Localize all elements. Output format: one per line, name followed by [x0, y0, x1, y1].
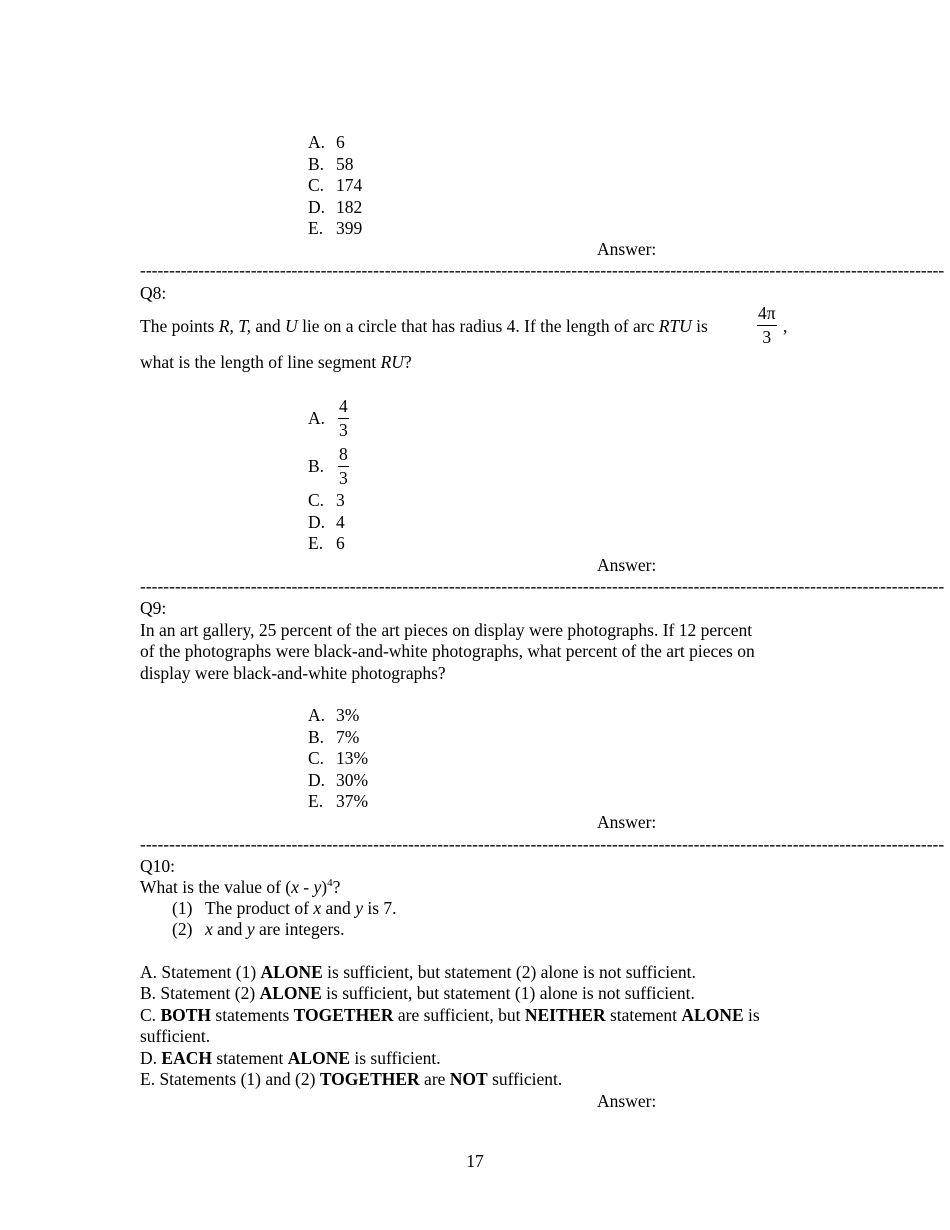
q10-var: x: [291, 877, 299, 897]
choice-letter: D.: [308, 511, 326, 532]
q9-question-line-3: display were black-and-white photographs?: [140, 663, 446, 683]
q9-question-line-2: of the photographs were black-and-white photographs, what percent of the art pieces on: [140, 641, 755, 661]
fraction-denominator: 3: [339, 468, 348, 488]
choice-letter: A.: [308, 132, 326, 152]
statement-number: (2): [172, 919, 193, 939]
q8-text: ,: [229, 316, 239, 336]
q8-var: R: [218, 316, 230, 336]
q10-text: -: [298, 877, 314, 897]
q7-choice-e: [308, 218, 362, 240]
option-text: statements: [211, 1005, 294, 1025]
option-text: is sufficient, but statement (2) alone is not sufficient.: [322, 962, 696, 982]
choice-letter: E.: [308, 533, 324, 553]
choice-value: 58: [336, 153, 354, 174]
choice-letter: E.: [308, 218, 324, 238]
q7-choice-a: [308, 132, 362, 154]
q8-text: ?: [403, 352, 412, 372]
option-text: sufficient.: [487, 1069, 563, 1089]
option-bold: ALONE: [681, 1005, 744, 1025]
option-text: D.: [140, 1048, 162, 1068]
option-text: E. Statements (1) and (2): [140, 1069, 320, 1089]
q8-choice-e: [308, 533, 345, 555]
q10-option-c: [140, 1005, 820, 1027]
choice-value: 13%: [336, 748, 369, 768]
q9-question-line-1: In an art gallery, 25 percent of the art pieces on display were photographs. If 12 percent: [140, 620, 753, 640]
q7-choice-d: [308, 197, 362, 219]
option-text: is: [743, 1005, 760, 1025]
choice-value: 3: [336, 490, 345, 510]
choice-letter: C.: [308, 490, 325, 510]
q9-choice-a: [308, 705, 368, 727]
choice-value: 37%: [336, 791, 369, 811]
option-text: statement: [605, 1005, 682, 1025]
statement-number: (1): [172, 898, 193, 918]
q7-choices: [308, 132, 362, 240]
option-bold: TOGETHER: [319, 1069, 420, 1089]
choice-letter: E.: [308, 791, 324, 811]
q8-var: T,: [238, 316, 252, 336]
fraction-denominator: 3: [762, 327, 772, 347]
option-text: are sufficient, but: [393, 1005, 525, 1025]
q8-choice-c: [308, 490, 345, 512]
q10-label: Q10:: [140, 856, 175, 876]
q8-text: lie on a circle that has radius 4. If the length of arc: [297, 316, 659, 336]
q10-var: x: [205, 919, 213, 939]
option-text: A. Statement (1): [140, 962, 261, 982]
q10-var: x: [313, 898, 322, 918]
option-bold: ALONE: [287, 1048, 350, 1068]
option-text: B. Statement (2): [140, 983, 260, 1003]
q10-option-b: [140, 983, 820, 1005]
choice-value: 6: [336, 533, 345, 553]
choice-value: 7%: [336, 726, 360, 747]
q10-exponent: 4: [327, 877, 333, 889]
choice-value: 174: [336, 175, 363, 195]
q10-statement-2: [172, 919, 344, 941]
choice-letter: B.: [308, 726, 325, 747]
divider-3: ------------------------------------------------------------------------------------------------------------------------------------------: [140, 834, 945, 854]
fraction-denominator: 3: [339, 420, 348, 440]
q9-choice-b: [308, 727, 368, 749]
q9-choice-d: [308, 770, 368, 792]
q8-arc-fraction: [757, 303, 777, 347]
q8-var: RTU: [658, 316, 692, 336]
q10-text: and: [212, 919, 247, 939]
q10-option-e: [140, 1069, 820, 1091]
q8-text: what is the length of line segment: [140, 352, 381, 372]
q8-choices-plain: [308, 490, 345, 555]
divider-2: ------------------------------------------------------------------------------------------------------------------------------------------: [140, 576, 945, 596]
choice-letter: C.: [308, 175, 325, 195]
divider-1: ------------------------------------------------------------------------------------------------------------------------------------------: [140, 260, 945, 280]
q7-answer-label: Answer:: [597, 239, 657, 259]
choice-value: 4: [336, 511, 345, 532]
q10-option-a: [140, 962, 820, 984]
fraction-numerator: 4: [338, 397, 349, 419]
q10-text: is 7.: [362, 898, 397, 918]
option-bold: BOTH: [160, 1005, 212, 1025]
choice-value: 30%: [336, 769, 369, 790]
fraction-numerator: 4π: [757, 304, 777, 326]
fraction-numerator: 8: [338, 445, 349, 467]
q8-comma: ,: [783, 316, 788, 336]
q10-var: y: [355, 898, 363, 918]
q9-choice-e: [308, 791, 368, 813]
option-text: are: [419, 1069, 450, 1089]
q7-choice-c: [308, 175, 362, 197]
q8-question-line-2: [140, 352, 412, 374]
q10-var: y: [313, 877, 322, 897]
q9-choices: [308, 705, 368, 813]
q8-var: RU: [380, 352, 404, 372]
q10-text: and: [321, 898, 356, 918]
q9-answer-label: Answer:: [597, 812, 657, 832]
q10-text: ): [321, 877, 328, 897]
option-bold: ALONE: [260, 962, 323, 982]
q10-var: y: [246, 919, 255, 939]
option-bold: NOT: [449, 1069, 488, 1089]
q7-choice-b: [308, 154, 362, 176]
q10-option-d: [140, 1048, 820, 1070]
choice-letter: B.: [308, 153, 325, 174]
q8-text: The points: [140, 316, 219, 336]
option-bold: EACH: [161, 1048, 212, 1068]
option-text: C.: [140, 1005, 161, 1025]
choice-value: 399: [336, 218, 363, 238]
q10-statement-1: [172, 898, 397, 920]
q8-text: is: [691, 316, 708, 336]
choice-letter: D.: [308, 196, 326, 217]
option-bold: ALONE: [259, 983, 322, 1003]
option-bold: NEITHER: [524, 1005, 606, 1025]
page-number: 17: [466, 1151, 484, 1171]
option-text: is sufficient.: [350, 1048, 441, 1068]
choice-value: 6: [336, 132, 345, 152]
q8-text: and: [251, 316, 286, 336]
choice-letter: B.: [308, 456, 325, 476]
q8-var: U: [285, 316, 298, 336]
q9-choice-c: [308, 748, 368, 770]
choice-letter: A.: [308, 705, 326, 725]
q10-answer-label: Answer:: [597, 1091, 657, 1111]
q8-answer-label: Answer:: [597, 555, 657, 575]
choice-letter: A.: [308, 408, 326, 428]
q10-text: What is the value of (: [140, 877, 292, 897]
q10-text: are integers.: [254, 919, 345, 939]
choice-value: 3%: [336, 705, 360, 725]
q8-question-line-1: [140, 316, 708, 338]
q9-label: Q9:: [140, 598, 167, 618]
q10-text: ?: [332, 877, 341, 897]
choice-value: 182: [336, 196, 363, 217]
q10-text: The product of: [205, 898, 314, 918]
q8-label: Q8:: [140, 283, 167, 303]
option-text: is sufficient, but statement (1) alone is not sufficient.: [321, 983, 695, 1003]
q10-option-c-line-2: sufficient.: [140, 1026, 211, 1046]
option-text: statement: [211, 1048, 288, 1068]
choice-letter: C.: [308, 748, 325, 768]
option-bold: TOGETHER: [293, 1005, 394, 1025]
q8-choice-d: [308, 512, 345, 534]
choice-letter: D.: [308, 769, 326, 790]
